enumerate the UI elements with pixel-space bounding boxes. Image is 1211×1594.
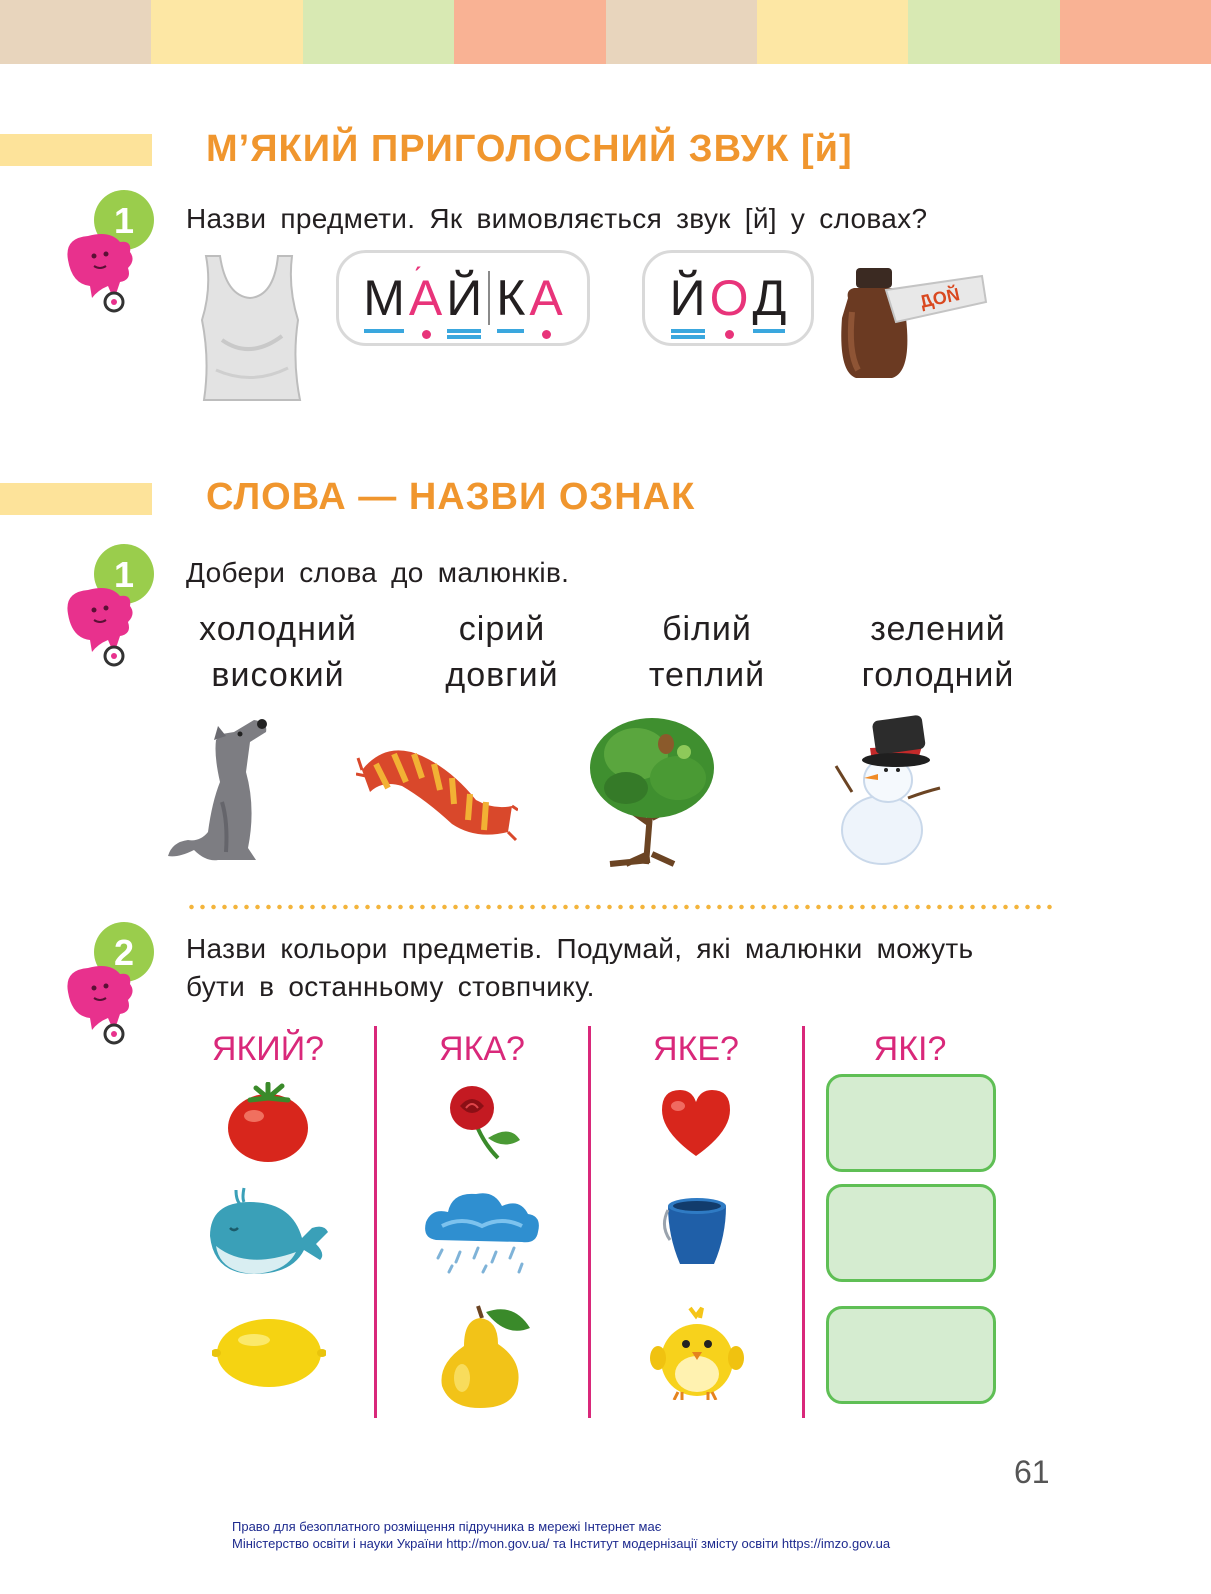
mascot-icon: [58, 922, 158, 1062]
syllable-divider: [488, 271, 490, 325]
task-instruction-line: Назви кольори предметів. Подумай, які малюнки можуть: [186, 933, 974, 964]
column-divider: [374, 1026, 377, 1418]
color-segment: [1060, 0, 1211, 64]
letter-consonant: М: [361, 269, 407, 327]
heading-strip: [0, 134, 152, 166]
dotted-separator: [186, 904, 1054, 910]
footer-notice: [232, 1518, 890, 1552]
mascot-icon: [58, 544, 158, 684]
task-number: 2: [113, 932, 135, 973]
color-segment: [0, 0, 151, 64]
task-badge: [58, 544, 158, 684]
task-number: 1: [113, 554, 135, 595]
letter-consonant-soft: Й: [668, 269, 708, 327]
column-header: ЯКІ?: [873, 1030, 947, 1068]
word-card-maika: [336, 250, 590, 346]
task-badge: [58, 190, 158, 330]
word-column: [178, 606, 378, 698]
top-color-bar: [0, 0, 1211, 64]
column-header: ЯКА?: [439, 1030, 525, 1068]
heart-icon: [658, 1088, 734, 1158]
section2-title: СЛОВА — НАЗВИ ОЗНАК: [206, 476, 696, 518]
word: довгий: [445, 656, 559, 694]
word: високий: [211, 656, 345, 694]
page-number: 61: [1014, 1454, 1050, 1490]
answer-box[interactable]: [826, 1306, 996, 1404]
tomato-icon: [226, 1082, 310, 1164]
word: білий: [662, 610, 752, 648]
column-divider: [802, 1026, 805, 1418]
footer-line: Міністерство освіти і науки України http://mon.gov.ua/ та Інститут модернізації змісту освіти https://imzo.gov.ua: [232, 1536, 891, 1551]
color-segment: [606, 0, 757, 64]
color-segment: [303, 0, 454, 64]
rain-cloud-icon: [422, 1186, 542, 1276]
color-segment: [151, 0, 302, 64]
task-instruction: [186, 930, 973, 1006]
word: теплий: [648, 656, 766, 694]
column-header: ЯКЕ?: [653, 1030, 739, 1068]
letter-vowel: О: [708, 269, 751, 327]
heading-strip: [0, 483, 152, 515]
section1-title: М’ЯКИЙ ПРИГОЛОСНИЙ ЗВУК [й]: [206, 128, 853, 170]
task-badge: [58, 922, 158, 1062]
bucket-icon: [660, 1196, 732, 1268]
wolf-icon: [164, 712, 276, 868]
task-instruction-line: бути в останньому стовпчику.: [186, 971, 595, 1002]
word-column: [412, 606, 592, 698]
word-column: [838, 606, 1038, 698]
word: сірий: [458, 610, 546, 648]
whale-icon: [206, 1186, 330, 1278]
word: зелений: [870, 610, 1006, 648]
answer-box[interactable]: [826, 1074, 996, 1172]
column-divider: [588, 1026, 591, 1418]
color-segment: [908, 0, 1059, 64]
letter-consonant-soft: Й: [444, 269, 484, 327]
word: холодний: [199, 610, 357, 648]
task-instruction: Назви предмети. Як вимовляється звук [й] у словах?: [186, 203, 928, 234]
tree-icon: [586, 714, 718, 868]
color-segment: [454, 0, 605, 64]
chick-icon: [650, 1304, 744, 1400]
word-column: [620, 606, 794, 698]
task-instruction: Добери слова до малюнків.: [186, 557, 570, 588]
letter-vowel: А: [527, 269, 564, 327]
letter-vowel-stressed: А: [407, 269, 444, 327]
answer-box[interactable]: [826, 1184, 996, 1282]
column-header: ЯКИЙ?: [211, 1030, 325, 1068]
lemon-icon: [212, 1314, 326, 1392]
scarf-icon: [356, 740, 518, 844]
footer-line: Право для безоплатного розміщення підручника в мережі Інтернет має: [232, 1519, 662, 1534]
bottle-label: ЙОД: [918, 284, 962, 312]
letter-consonant: Д: [750, 269, 788, 327]
task-number: 1: [113, 200, 135, 241]
letter-consonant: К: [494, 269, 527, 327]
word-card-yod: [642, 250, 814, 346]
iodine-bottle-icon: [838, 262, 990, 386]
mascot-icon: [58, 190, 158, 330]
pear-icon: [430, 1298, 534, 1410]
snowman-icon: [832, 712, 944, 868]
tank-top-icon: [192, 250, 310, 406]
rose-icon: [440, 1084, 524, 1162]
color-segment: [757, 0, 908, 64]
word: голодний: [861, 656, 1015, 694]
